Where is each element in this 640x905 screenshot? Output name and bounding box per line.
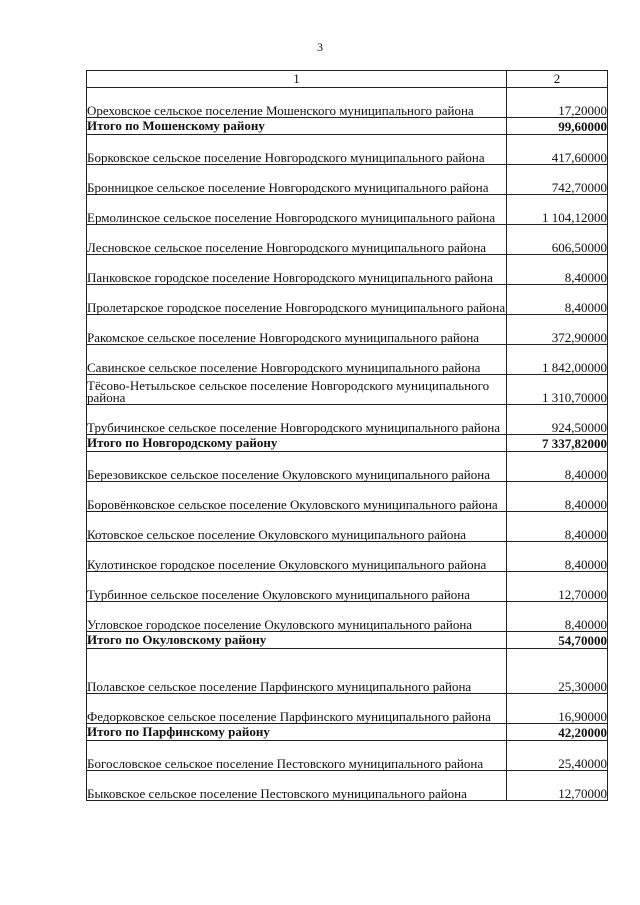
settlement-name: Турбинное сельское поселение Окуловского муниципального района <box>87 572 507 602</box>
table-body <box>87 88 608 801</box>
page-number: 3 <box>317 40 323 54</box>
settlement-name: Березовикское сельское поселение Окуловского муниципального района <box>87 452 507 482</box>
settlement-name: Тёсово-Нетыльское сельское поселение Новгородского муниципального района <box>87 375 507 405</box>
district-total-row <box>87 632 608 649</box>
district-total-label: Итого по Окуловскому району <box>87 632 507 649</box>
table-header-row <box>87 71 608 88</box>
settlement-name: Котовское сельское поселение Окуловского муниципального района <box>87 512 507 542</box>
table-row <box>87 195 608 225</box>
table-row <box>87 572 608 602</box>
table-row <box>87 602 608 632</box>
settlement-name: Федорковское сельское поселение Парфинского муниципального района <box>87 694 507 724</box>
allocation-amount: 12,70000 <box>507 771 608 801</box>
table-row <box>87 345 608 375</box>
table-row <box>87 694 608 724</box>
district-total-label: Итого по Новгородскому району <box>87 435 507 452</box>
settlement-name: Ореховское сельское поселение Мошенского муниципального района <box>87 88 507 118</box>
settlement-name: Лесновское сельское поселение Новгородского муниципального района <box>87 225 507 255</box>
allocation-amount: 8,40000 <box>507 542 608 572</box>
settlement-name: Трубичинское сельское поселение Новгородского муниципального района <box>87 405 507 435</box>
column-header-2: 2 <box>507 71 608 88</box>
district-total-amount: 54,70000 <box>507 632 608 649</box>
settlement-name: Кулотинское городское поселение Окуловского муниципального района <box>87 542 507 572</box>
allocation-amount: 25,40000 <box>507 741 608 771</box>
table-row <box>87 741 608 771</box>
allocation-amount: 417,60000 <box>507 135 608 165</box>
column-header-1: 1 <box>87 71 507 88</box>
allocation-amount: 25,30000 <box>507 649 608 694</box>
allocation-amount: 924,50000 <box>507 405 608 435</box>
district-total-row <box>87 435 608 452</box>
allocation-amount: 606,50000 <box>507 225 608 255</box>
allocation-table <box>86 70 608 801</box>
settlement-name: Пролетарское городское поселение Новгородского муниципального района <box>87 285 507 315</box>
district-total-label: Итого по Парфинскому району <box>87 724 507 741</box>
settlement-name: Борковское сельское поселение Новгородского муниципального района <box>87 135 507 165</box>
allocation-amount: 12,70000 <box>507 572 608 602</box>
district-total-amount: 7 337,82000 <box>507 435 608 452</box>
table-row <box>87 225 608 255</box>
table-row <box>87 285 608 315</box>
allocation-amount: 8,40000 <box>507 602 608 632</box>
settlement-name: Богословское сельское поселение Пестовского муниципального района <box>87 741 507 771</box>
table-row <box>87 255 608 285</box>
district-total-amount: 42,20000 <box>507 724 608 741</box>
table-row <box>87 315 608 345</box>
settlement-name: Ракомское сельское поселение Новгородского муниципального района <box>87 315 507 345</box>
allocation-amount: 8,40000 <box>507 452 608 482</box>
allocation-amount: 1 104,12000 <box>507 195 608 225</box>
table-row <box>87 542 608 572</box>
settlement-name: Быковское сельское поселение Пестовского муниципального района <box>87 771 507 801</box>
allocation-amount: 8,40000 <box>507 285 608 315</box>
settlement-name: Полавское сельское поселение Парфинского муниципального района <box>87 649 507 694</box>
allocation-amount: 8,40000 <box>507 512 608 542</box>
district-total-row <box>87 118 608 135</box>
table-row <box>87 135 608 165</box>
allocation-amount: 8,40000 <box>507 255 608 285</box>
table-row <box>87 649 608 694</box>
allocation-amount: 1 310,70000 <box>507 375 608 405</box>
settlement-name: Ермолинское сельское поселение Новгородского муниципального района <box>87 195 507 225</box>
settlement-name: Боровёнковское сельское поселение Окуловского муниципального района <box>87 482 507 512</box>
district-total-label: Итого по Мошенскому району <box>87 118 507 135</box>
allocation-amount: 372,90000 <box>507 315 608 345</box>
allocation-amount: 1 842,00000 <box>507 345 608 375</box>
allocation-amount: 16,90000 <box>507 694 608 724</box>
district-total-amount: 99,60000 <box>507 118 608 135</box>
allocation-amount: 17,20000 <box>507 88 608 118</box>
allocation-amount: 742,70000 <box>507 165 608 195</box>
settlement-name: Бронницкое сельское поселение Новгородского муниципального района <box>87 165 507 195</box>
settlement-name: Панковское городское поселение Новгородского муниципального района <box>87 255 507 285</box>
table-row <box>87 405 608 435</box>
table-row <box>87 771 608 801</box>
allocation-amount: 8,40000 <box>507 482 608 512</box>
settlement-name: Угловское городское поселение Окуловского муниципального района <box>87 602 507 632</box>
table-row <box>87 165 608 195</box>
district-total-row <box>87 724 608 741</box>
table-row <box>87 482 608 512</box>
table-row <box>87 512 608 542</box>
settlement-name: Савинское сельское поселение Новгородского муниципального района <box>87 345 507 375</box>
table-row <box>87 452 608 482</box>
table-row <box>87 88 608 118</box>
table-row <box>87 375 608 405</box>
